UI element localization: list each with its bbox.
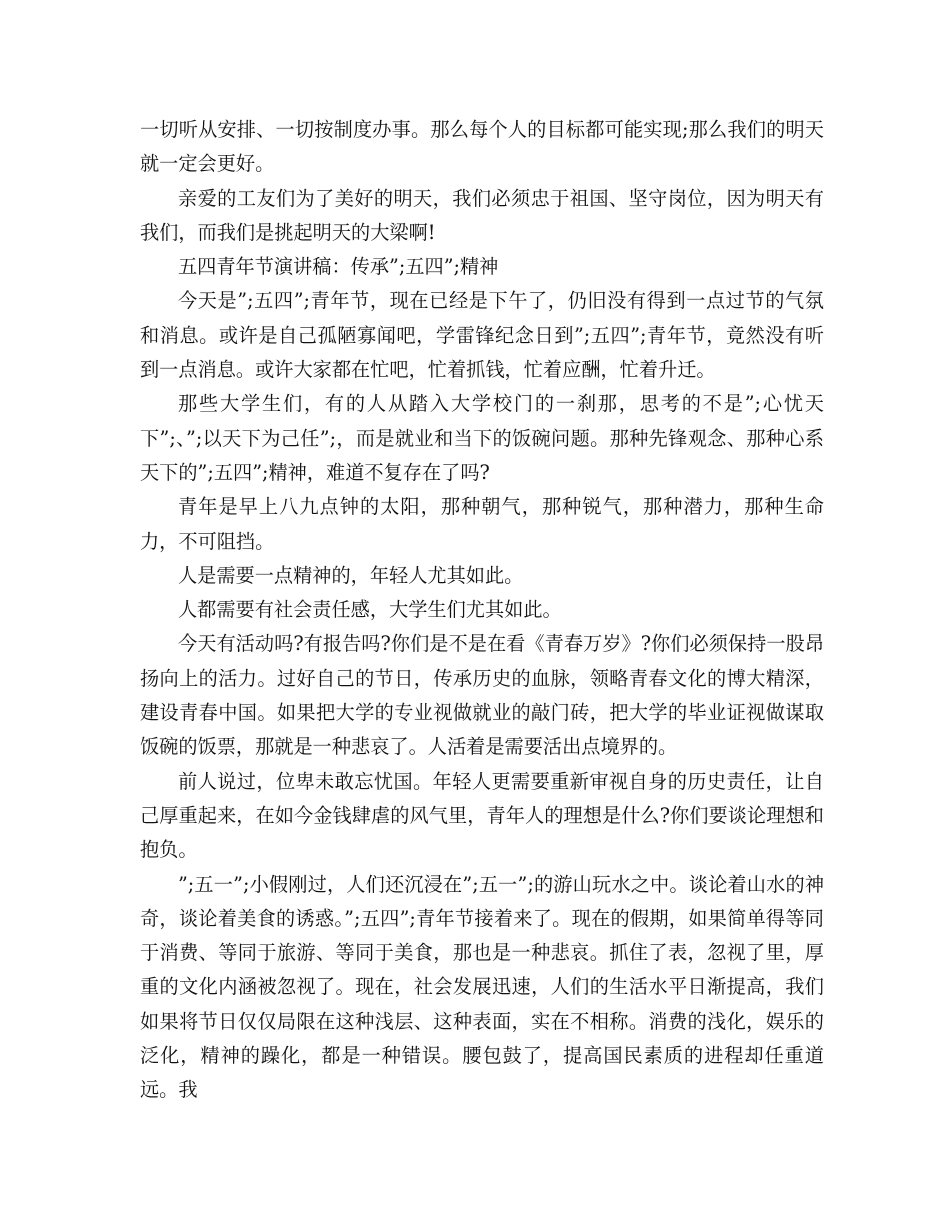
paragraph-11: ”;五一”;小假刚过，人们还沉浸在”;五一”;的游山玩水之中。谈论着山水的神奇，谈论着美食的诱惑。”;五四”;青年节接着来了。现在的假期，如果简单得等同于消费、等同于旅游、等同于美食，那也是一种悲哀。抓住了表，忽视了里，厚重的文化内涵被忽视了。现在，社会发展迅速，人们的生活水平日渐提高，我们如果将节日仅仅局限在这种浅层、这种表面，实在不相称。消费的浅化，娱乐的泛化，精神的躁化，都是一种错误。腰包鼓了，提高国民素质的进程却任重道远。我 — [140, 872, 824, 1102]
paragraph-7: 人是需要一点精神的，年轻人尤其如此。 — [178, 563, 524, 587]
paragraph-5: 那些大学生们，有的人从踏入大学校门的一刹那，思考的不是”;心忧天下”;、”;以天下为己任”;，而是就业和当下的饭碗问题。那种先锋观念、那种心系天下的”;五四”;精神，难道不复存在了吗? — [140, 392, 824, 484]
paragraph-8: 人都需要有社会责任感，大学生们尤其如此。 — [178, 598, 562, 622]
paragraph-4: 今天是”;五四”;青年节，现在已经是下午了，仍旧没有得到一点过节的气氛和消息。或许是自己孤陋寡闻吧，学雷锋纪念日到”;五四”;青年节，竟然没有听到一点消息。或许大家都在忙吧，忙着抓钱，忙着应酬，忙着升迁。 — [140, 289, 824, 382]
paragraph-6: 青年是早上八九点钟的太阳，那种朝气，那种锐气，那种潜力，那种生命力，不可阻挡。 — [140, 495, 824, 553]
paragraph-10: 前人说过，位卑未敢忘忧国。年轻人更需要重新审视自身的历史责任，让自己厚重起来，在如今金钱肆虐的风气里，青年人的理想是什么?你们要谈论理想和抱负。 — [140, 769, 824, 862]
speech-title: 五四青年节演讲稿：传承”;五四”;精神 — [178, 255, 499, 279]
document-body — [140, 113, 824, 1108]
paragraph-2: 亲爱的工友们为了美好的明天，我们必须忠于祖国、坚守岗位，因为明天有我们，而我们是挑起明天的大梁啊! — [140, 186, 824, 244]
paragraph-1: 一切听从安排、一切按制度办事。那么每个人的目标都可能实现;那么我们的明天就一定会更好。 — [140, 118, 824, 176]
paragraph-9: 今天有活动吗?有报告吗?你们是不是在看《青春万岁》?你们必须保持一股昂扬向上的活力。过好自己的节日，传承历史的血脉，领略青春文化的博大精深，建设青春中国。如果把大学的专业视做就业的敲门砖，把大学的毕业证视做谋取饭碗的饭票，那就是一种悲哀了。人活着是需要活出点境界的。 — [140, 632, 824, 759]
